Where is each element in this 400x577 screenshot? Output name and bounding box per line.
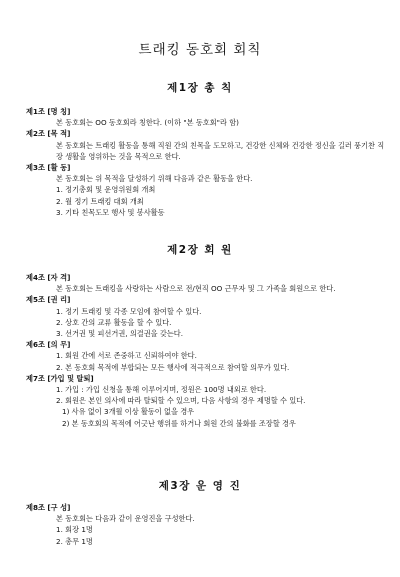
article-7-heading: 제7조 [가입 및 탈퇴] <box>26 373 94 383</box>
article-3-body: 본 동호회는 위 목적을 달성하기 위해 다음과 같은 활동을 한다. <box>56 174 253 184</box>
list-item: 1. 가입 : 가입 신청을 통해 이루어지며, 정원은 100명 내외로 한다. <box>56 385 267 395</box>
chapter-3-heading: 제3장 운 영 진 <box>158 480 242 492</box>
list-item: 2. 본 동호회 목적에 부합되는 모든 행사에 적극적으로 참여할 의무가 있다. <box>56 362 290 372</box>
sub-list-item: 2) 본 동호회의 목적에 어긋난 행위를 하거나 회원 간의 불화를 조장할 경우 <box>62 418 296 428</box>
chapter-1-heading: 제1장 총 칙 <box>167 82 233 94</box>
article-1-heading: 제1조 [명 칭] <box>26 107 71 116</box>
sub-list-item: 1) 사유 없이 3개월 이상 활동이 없을 경우 <box>62 407 195 417</box>
list-item: 1. 회원 간에 서로 존중하고 신뢰하여야 한다. <box>56 351 197 361</box>
list-item: 1. 정기 트래킹 및 각종 모임에 참여할 수 있다. <box>56 306 202 316</box>
article-4-heading: 제4조 [자 격] <box>26 273 71 282</box>
chapter-3-section <box>26 502 390 547</box>
list-item: 2. 회원은 본인 의사에 따라 탈퇴할 수 있으며, 다음 사항의 경우 제명할 수 있다. <box>56 396 306 406</box>
list-item: 2. 월 정기 트래킹 대회 개최 <box>56 196 144 206</box>
article-8-heading: 제8조 [구 성] <box>26 503 71 512</box>
article-2-body: 본 동호회는 트래킹 활동을 통해 직원 간의 친목을 도모하고, 건강한 신체와 건강한 정신을 길러 풍기찬 직장 생활을 영위하는 것을 목적으로 한다. <box>56 140 385 161</box>
chapter-2-heading: 제2장 회 원 <box>167 244 233 256</box>
article-3-heading: 제3조 [활 동] <box>26 163 71 173</box>
article-2-heading: 제2조 [목 적] <box>26 129 71 139</box>
chapter-2-section <box>26 272 390 429</box>
list-item: 3. 선거권 및 피선거권, 의결권을 갖는다. <box>56 329 183 339</box>
chapter-1-section <box>26 106 390 218</box>
list-item: 3. 기타 친목도모 행사 및 봉사활동 <box>56 207 165 217</box>
list-item: 2. 상호 간의 교류 활동을 할 수 있다. <box>56 317 172 327</box>
article-1-body: 본 동호회는 OO 동호회라 칭한다. (이하 "본 동호회"라 함) <box>56 118 239 128</box>
document-title: 트래킹 동호회 회칙 <box>138 42 262 58</box>
article-6-heading: 제6조 [의 무] <box>26 340 71 350</box>
article-4-body: 본 동호회는 트래킹을 사랑하는 사람으로 전/현직 OO 근무자 및 그 가족을 회원으로 한다. <box>56 284 336 294</box>
list-item: 1. 회장 1명 <box>56 525 93 535</box>
list-item: 1. 정기총회 및 운영위원회 개최 <box>56 185 156 195</box>
article-5-heading: 제5조 [권 리] <box>26 295 71 305</box>
article-8-body: 본 동호회는 다음과 같이 운영진을 구성한다. <box>56 514 195 524</box>
list-item: 2. 총무 1명 <box>56 536 93 546</box>
